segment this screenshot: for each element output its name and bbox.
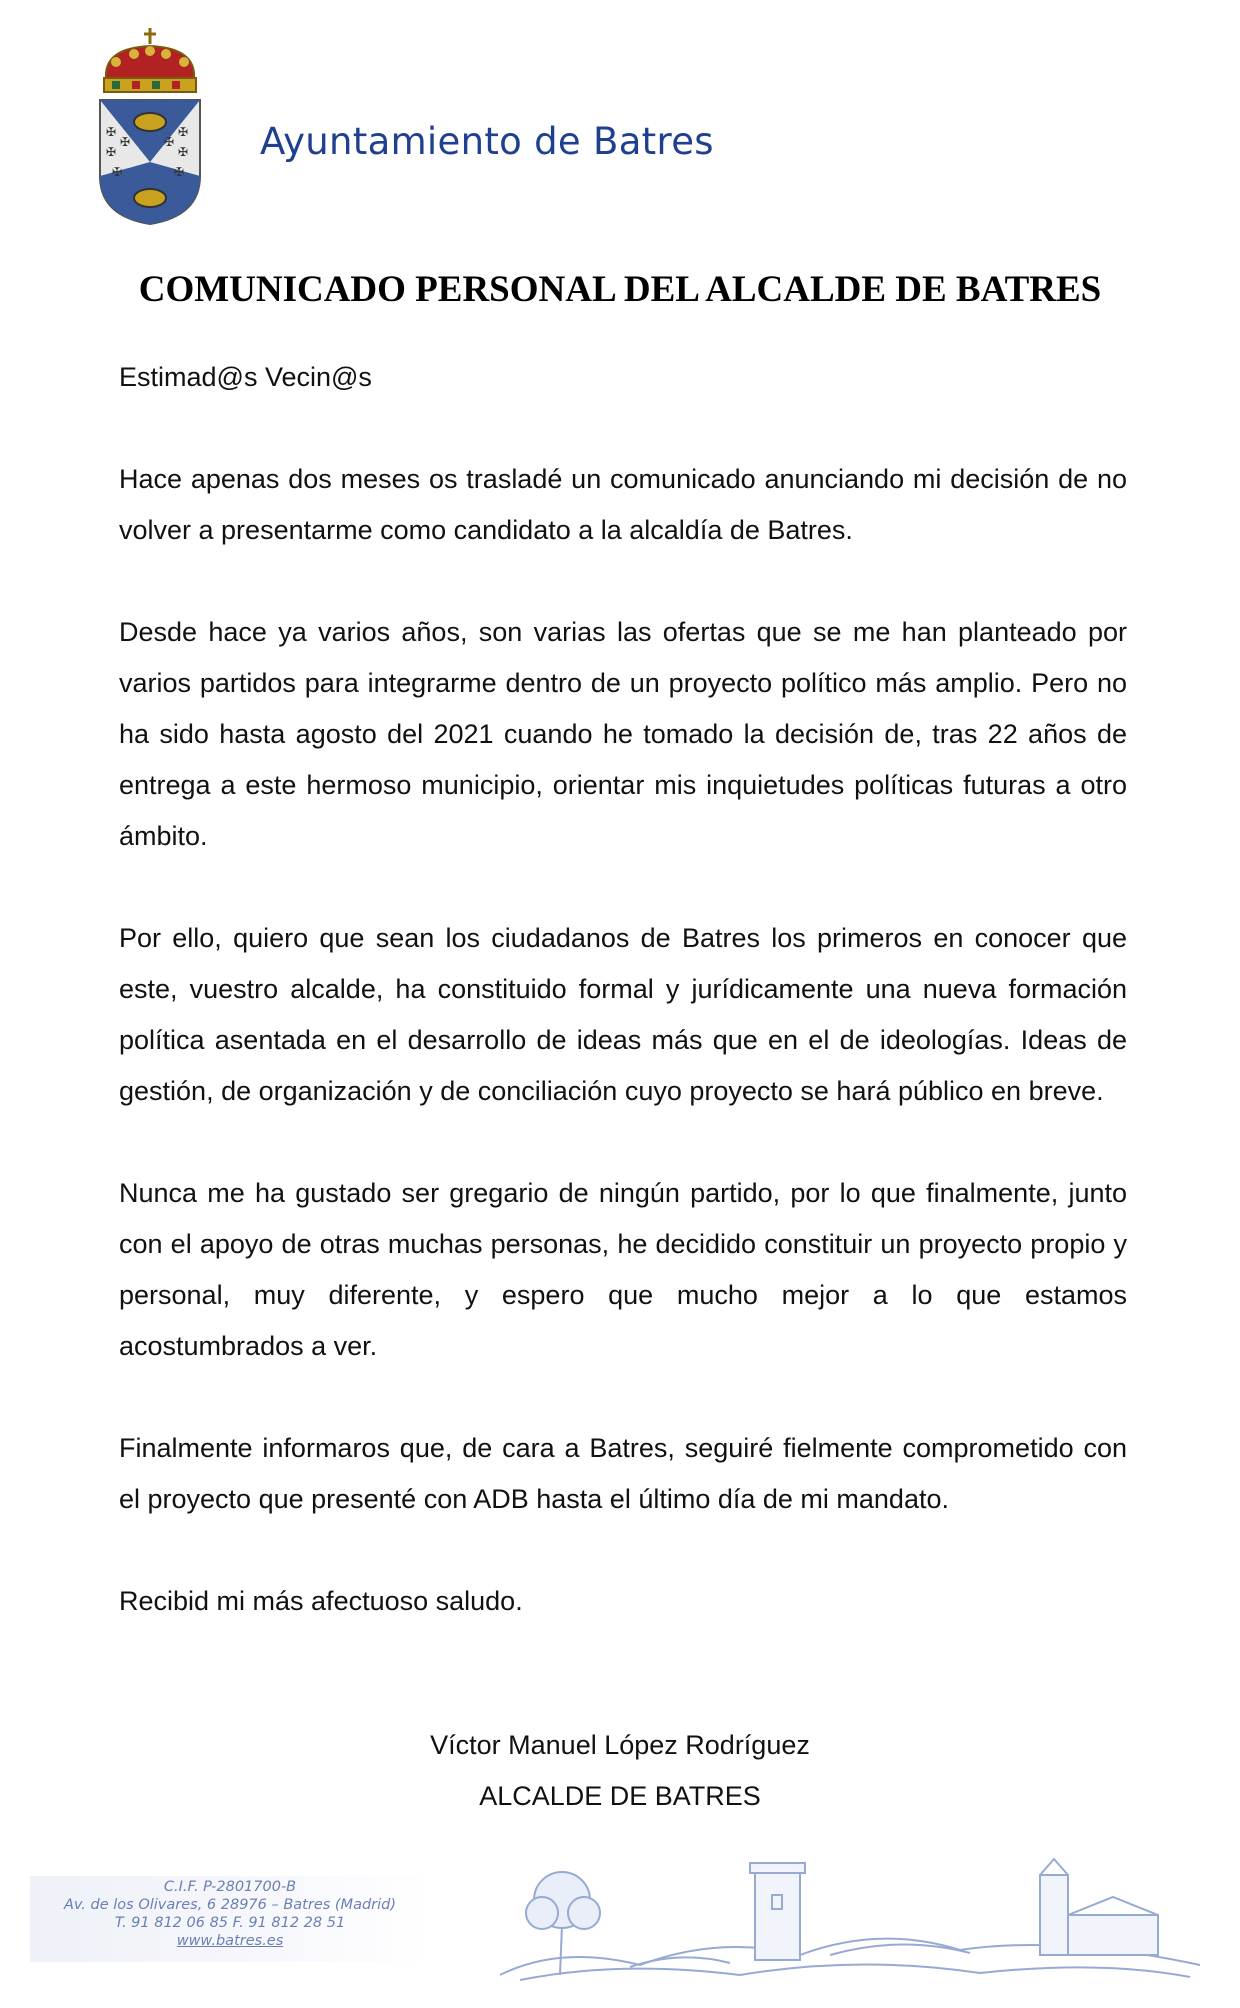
organization-name: Ayuntamiento de Batres xyxy=(260,120,714,163)
footer-phones: T. 91 812 06 85 F. 91 812 28 51 xyxy=(114,1915,346,1931)
svg-text:✠: ✠ xyxy=(120,135,131,149)
signature-name: Víctor Manuel López Rodríguez xyxy=(430,1730,810,1760)
footer-cif: C.I.F. P-2801700-B xyxy=(163,1879,297,1895)
village-landscape-icon xyxy=(500,1855,1200,1985)
footer-website-link[interactable]: www.batres.es xyxy=(176,1933,284,1949)
svg-text:✠: ✠ xyxy=(174,165,185,179)
signature-block xyxy=(0,1720,1240,1822)
coat-of-arms-icon xyxy=(94,26,206,226)
paragraph: Nunca me ha gustado ser gregario de ningún partido, por lo que finalmente, junto con el apoyo de otras muchas personas, he decidido constituir un proyecto propio y personal, muy diferente, y espero que mucho mejor a lo que estamos acostumbrados a ver. xyxy=(119,1178,1127,1361)
paragraph: Hace apenas dos meses os trasladé un comunicado anunciando mi decisión de no volver a presentarme como candidato a la alcaldía de Batres. xyxy=(119,464,1127,545)
signature-role: ALCALDE DE BATRES xyxy=(479,1781,761,1811)
letter-body xyxy=(119,352,1127,1678)
footer-contact xyxy=(30,1876,430,1962)
svg-text:✠: ✠ xyxy=(178,145,189,159)
footer-address: Av. de los Olivares, 6 28976 – Batres (Madrid) xyxy=(63,1897,397,1913)
document-title: COMUNICADO PERSONAL DEL ALCALDE DE BATRES xyxy=(138,269,1102,310)
paragraph: Desde hace ya varios años, son varias las ofertas que se me han planteado por varios partidos para integrarme dentro de un proyecto político más amplio. Pero no ha sido hasta agosto del 2021 cuando he tomado la decisión de, tras 22 años de entrega a este hermoso municipio, orientar mis inquietudes políticas futuras a otro ámbito. xyxy=(119,617,1127,851)
svg-text:✠: ✠ xyxy=(106,145,117,159)
svg-text:✠: ✠ xyxy=(178,125,189,139)
paragraph: Por ello, quiero que sean los ciudadanos de Batres los primeros en conocer que este, vuestro alcalde, ha constituido formal y jurídicamente una nueva formación política asentada en el desarrollo de ideas más que en el de ideologías. Ideas de gestión, de organización y de conciliación cuyo proyecto se hará público en breve. xyxy=(119,923,1127,1106)
svg-text:✠: ✠ xyxy=(164,135,175,149)
svg-text:✠: ✠ xyxy=(106,125,117,139)
svg-text:✠: ✠ xyxy=(112,165,123,179)
closing: Recibid mi más afectuoso saludo. xyxy=(119,1586,523,1616)
greeting: Estimad@s Vecin@s xyxy=(119,362,372,392)
paragraph: Finalmente informaros que, de cara a Batres, seguiré fielmente comprometido con el proyecto que presenté con ADB hasta el último día de mi mandato. xyxy=(119,1433,1127,1514)
